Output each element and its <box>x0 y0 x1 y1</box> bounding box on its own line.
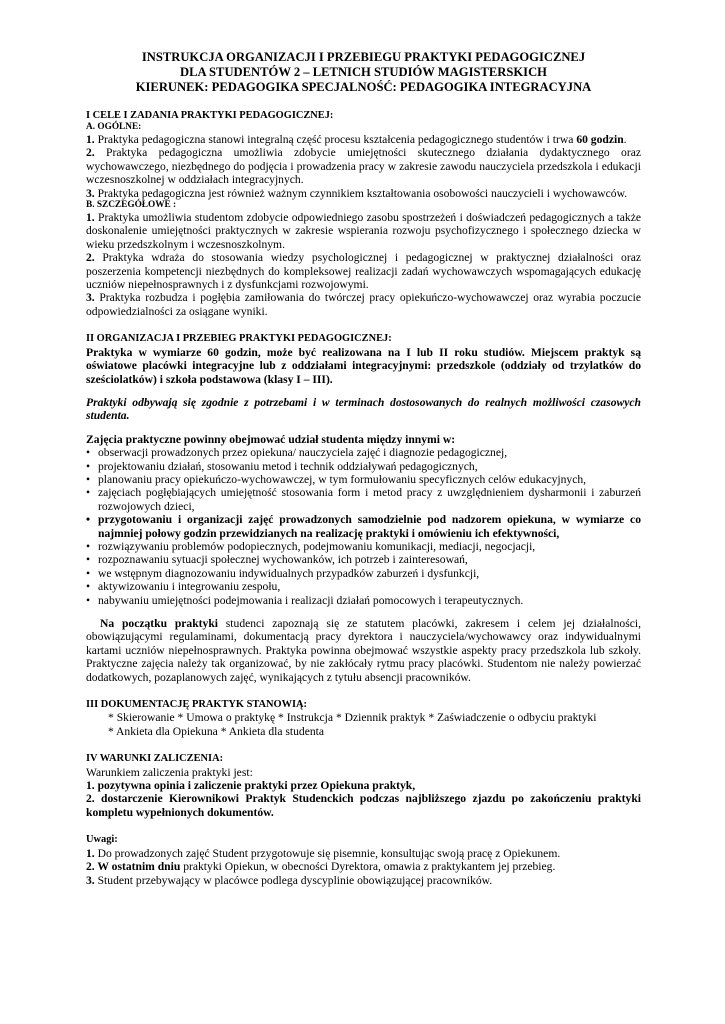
section-2-italic-paragraph: Praktyki odbywają się zgodnie z potrzebami i w terminach dostosowanych do realnych możliwości czasowych studenta. <box>86 395 641 423</box>
section-1b-item: 1. Praktyka umożliwia studentom zdobycie odpowiedniego zasobu spostrzeżeń i doświadczeń pedagogicznych a także doskonalenie umiejętności praktycznych w zakresie wspierania rozwoju psychofizycznego i społecznego dziecka w wieku przedszkolnym i wczesnoszkolnym. <box>86 211 641 251</box>
note-item: 3. Student przebywający w placówce podlega dyscyplinie obowiązującej pracowników. <box>86 873 493 887</box>
bullet-icon: • <box>86 459 91 473</box>
section-1-heading: I CELE I ZADANIA PRAKTYKI PEDAGOGICZNEJ: <box>86 110 334 121</box>
list-item: • aktywizowaniu i integrowaniu zespołu, <box>86 580 281 594</box>
list-item: • nabywaniu umiejętności podejmowania i realizacji działań pomocowych i terapeutycznych. <box>86 593 524 607</box>
note-item: 1. Do prowadzonych zajęć Student przygotowuje się pisemnie, konsultując swoją pracę z Opiekunem. <box>86 846 561 860</box>
doc-title-line-3: KIERUNEK: PEDAGOGIKA SPECJALNOŚĆ: PEDAGOGIKA INTEGRACYJNA <box>135 80 592 94</box>
section-1a-item: 2. Praktyka pedagogiczna umożliwia zdobycie umiejętności skutecznego działania dydaktycznego oraz wychowawczego, niezbędnego do podjęcia i prowadzenia pracy w zakresie zawodu nauczyciela przedszkola i edukacji wczesnoszkolnej w oddziałach integracyjnych. <box>86 146 641 187</box>
note-item: 2. W ostatnim dniu praktyki Opiekun, w obecności Dyrektora, omawia z praktykantem jej przebieg. <box>86 860 556 874</box>
bullet-icon: • <box>86 580 91 594</box>
documents-line-1: * Skierowanie * Umowa o praktykę * Instrukcja * Dziennik praktyk * Zaświadczenie o odbyciu praktyki <box>108 711 597 725</box>
bullet-icon: • <box>86 553 91 567</box>
list-item: • obserwacji prowadzonych przez opiekuna/ nauczyciela zajęć i diagnozie pedagogicznej, <box>86 446 508 460</box>
condition-2: 2. dostarczenie Kierownikowi Praktyk Studenckich podczas najbliższego zjazdu po zakończeniu praktyki kompletu wypełnionych dokumentów. <box>86 792 641 819</box>
section-2-bold-paragraph: Praktyka w wymiarze 60 godzin, może być realizowana na I lub II roku studiów. Miejscem praktyk są oświatowe placówki integracyjne lub z oddziałami integracyjnymi: przedszkole (oddziały od trzylatków do sześciolatków) i szkoła podstawowa (klasy I – III). <box>86 345 641 386</box>
bullet-icon: • <box>86 593 91 607</box>
bullet-icon: • <box>86 472 91 486</box>
condition-1: 1. pozytywna opinia i zaliczenie praktyki przez Opiekuna praktyk, <box>86 779 416 793</box>
section-1a-heading: A. OGÓLNE: <box>86 122 142 132</box>
doc-title-line-1: INSTRUKCJA ORGANIZACJI I PRZEBIEGU PRAKTYKI PEDAGOGICZNEJ <box>141 50 586 64</box>
section-1a-item: 3. Praktyka pedagogiczna jest również ważnym czynnikiem kształtowania osobowości nauczycieli i wychowawców. <box>86 186 628 200</box>
bullet-icon: • <box>86 539 91 553</box>
section-1b-item: 3. Praktyka rozbudza i pogłębia zamiłowania do twórczej pracy opiekuńczo-wychowawczej oraz wyrabia poczucie odpowiedzialności za osiągane wyniki. <box>86 291 641 318</box>
list-item: • zajęciach pogłębiających umiejętność stosowania form i metod pracy z uwzględnieniem dysharmonii i zaburzeń rozwojowych dzieci, <box>86 486 641 513</box>
section-1a-item: 1. Praktyka pedagogiczna stanowi integralną część procesu kształcenia pedagogicznego studentów i trwa 60 godzin. <box>86 133 627 146</box>
bullet-icon: • <box>86 566 91 580</box>
list-item: • planowaniu pracy opiekuńczo-wychowawczej, w tym formułowaniu specyficznych celów edukacyjnych, <box>86 472 587 486</box>
section-4-intro: Warunkiem zaliczenia praktyki jest: <box>86 765 253 779</box>
list-item: • we wstępnym diagnozowaniu indywidualnych przypadków zaburzeń i dysfunkcji, <box>86 566 480 580</box>
activities-list <box>86 446 641 607</box>
documents-line-2: * Ankieta dla Opiekuna * Ankieta dla studenta <box>108 724 325 738</box>
notes-heading: Uwagi: <box>86 834 118 846</box>
list-item: • rozwiązywaniu problemów podopiecznych, podejmowaniu komunikacji, mediacji, negocjacji, <box>86 539 536 553</box>
document-page <box>86 50 641 887</box>
list-item: • projektowaniu działań, stosowaniu metod i technik oddziaływań pedagogicznych, <box>86 459 478 473</box>
section-1b-heading: B. SZCZEGÓŁOWE : <box>86 200 177 211</box>
section-2-start-paragraph: Na początku praktyki studenci zapoznają się ze statutem placówki, zakresem i celem jej działalności, obowiązującymi regulaminami, dokumentacją pracy dyrektora i nauczyciela/wychowawcy oraz indywidualnymi kartami uczniów niepełnosprawnych. Praktyka powinna obejmować wszystkie aspekty pracy przedszkola lub szkoły. Praktyczne zajęcia należy tak organizować, by nie zakłócały rytmu pracy placówki. Studentom nie należy powierzać dodatkowych, pozaplanowych zajęć, wynikających z tytułu absencji pracowników. <box>86 617 641 684</box>
bullet-icon: • <box>86 446 91 460</box>
section-2-heading: II ORGANIZACJA I PRZEBIEG PRAKTYKI PEDAGOGICZNEJ: <box>86 333 392 345</box>
section-4-heading: IV WARUNKI ZALICZENIA: <box>86 753 224 765</box>
list-item: • przygotowaniu i organizacji zajęć prowadzonych samodzielnie pod nadzorem opiekuna, w wymiarze co najmniej połowy godzin przewidzianych na realizację praktyki i omówieniu ich efektywności, <box>86 513 641 540</box>
bullet-icon: • <box>86 513 91 527</box>
list-item: • rozpoznawaniu sytuacji społecznej wychowanków, ich potrzeb i zainteresowań, <box>86 553 468 567</box>
bullet-icon: • <box>86 486 91 500</box>
section-2-list-heading: Zajęcia praktyczne powinny obejmować udział studenta między innymi w: <box>86 432 456 446</box>
doc-title-line-2: DLA STUDENTÓW 2 – LETNICH STUDIÓW MAGISTERSKICH <box>180 65 547 79</box>
section-3-heading: III DOKUMENTACJĘ PRAKTYK STANOWIĄ: <box>86 699 308 711</box>
section-1b-item: 2. Praktyka wdraża do stosowania wiedzy psychologicznej i pedagogicznej w praktycznej działalności oraz poszerzenia kompetencji niezbędnych do kompleksowej realizacji zadań wychowawczych wspomagających edukację uczniów niepełnosprawnych i z dysfunkcjami rozwojowymi. <box>86 251 641 292</box>
